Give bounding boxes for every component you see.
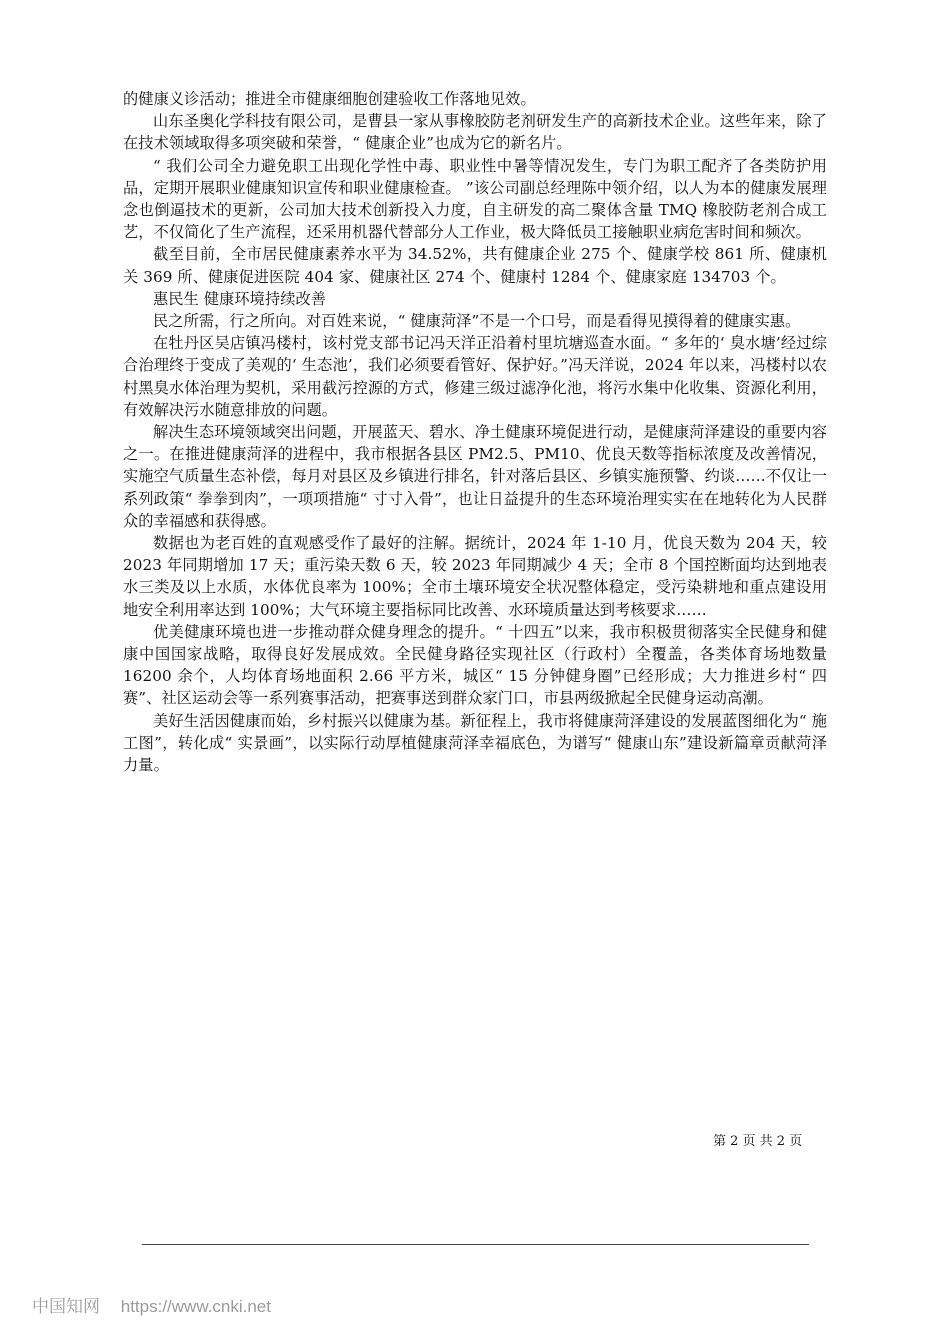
paragraph: 民之所需，行之所向。对百姓来说，“ 健康菏泽”不是一个口号，而是看得见摸得着的健康实惠。 [153,312,801,331]
watermark-brand: 中国知网 [32,1297,100,1316]
paragraph: 解决生态环境领域突出问题，开展蓝天、碧水、净土健康环境促进行动，是健康菏泽建设的重要内容之一。在推进健康菏泽的进程中，我市根据各县区 PM2.5、PM10、优良天数等指标浓度及改善情况，实施空气质量生态补偿，每月对县区及乡镇进行排名，针对落后县区、乡镇实施预警、约谈……不仅让一系列政策“ 拳拳到肉”，一项项措施“ 寸寸入骨”，也让日益提升的生态环境治理实实在在地转化为人民群众的幸福感和获得感。 [123,423,827,530]
paragraph: 截至目前，全市居民健康素养水平为 34.52%，共有健康企业 275 个、健康学校 861 所、健康机关 369 所、健康促进医院 404 家、健康社区 274 个、健康村 1284 个、健康家庭 134703 个。 [123,245,827,286]
page-number: 第 2 页 共 2 页 [713,1134,803,1149]
cnki-watermark [32,1295,271,1319]
paragraph: 的健康义诊活动；推进全市健康细胞创建验收工作落地见效。 [123,90,536,108]
paragraph: 美好生活因健康而始，乡村振兴以健康为基。新征程上，我市将健康菏泽建设的发展蓝图细化为“ 施工图”，转化成“ 实景画”，以实际行动厚植健康菏泽幸福底色，为谱写“ 健康山东”建设新篇章贡献菏泽力量。 [123,711,827,775]
paragraph: “ 我们公司全力避免职工出现化学性中毒、职业性中暑等情况发生，专门为职工配齐了各类防护用品，定期开展职业健康知识宣传和职业健康检查。 ”该公司副总经理陈中领介绍，以人为本的健康发展理念也倒逼技术的更新，公司加大技术创新投入力度，自主研发的高二聚体含量 TMQ 橡胶防老剂合成工艺，不仅简化了生产流程，还采用机器代替部分人工作业，极大降低员工接触职业病危害时间和频次。 [123,156,827,242]
paragraph: 山东圣奥化学科技有限公司，是曹县一家从事橡胶防老剂研发生产的高新技术企业。这些年来，除了在技术领域取得多项突破和荣誉，“ 健康企业”也成为它的新名片。 [123,112,827,153]
paragraph: 惠民生 健康环境持续改善 [153,289,327,308]
document-body [123,88,827,776]
paragraph: 数据也为老百姓的直观感受作了最好的注解。据统计，2024 年 1-10 月，优良天数为 204 天，较 2023 年同期增加 17 天；重污染天数 6 天，较 2023 年同期减少 4 天；全市 8 个国控断面均达到地表水三类及以上水质，水体优良率为 100%；全市土壤环境安全状况整体稳定，受污染耕地和重点建设用地安全利用率达到 100%；大气环境主要指标同比改善、水环境质量达到考核要求…… [123,534,827,619]
watermark-url: https://www.cnki.net [120,1297,271,1316]
paragraph: 优美健康环境也进一步推动群众健身理念的提升。“ 十四五”以来，我市积极贯彻落实全民健身和健康中国国家战略，取得良好发展成效。全民健身路径实现社区（行政村）全覆盖，各类体育场地数量 16200 余个，人均体育场地面积 2.66 平方米，城区“ 15 分钟健身圈”已经形成；大力推进乡村“ 四赛”、社区运动会等一系列赛事活动，把赛事送到群众家门口，市县两级掀起全民健身运动高潮。 [123,622,827,708]
paragraph: 在牡丹区吴店镇冯楼村，该村党支部书记冯天洋正沿着村里坑塘巡查水面。“ 多年的‘ 臭水塘’经过综合治理终于变成了美观的‘ 生态池’，我们必须要看管好、保护好。”冯天洋说，2024 年以来，冯楼村以农村黑臭水体治理为契机，采用截污控源的方式，修建三级过滤净化池，将污水集中化收集、资源化利用，有效解决污水随意排放的问题。 [123,334,827,419]
footer-divider [142,1244,809,1245]
